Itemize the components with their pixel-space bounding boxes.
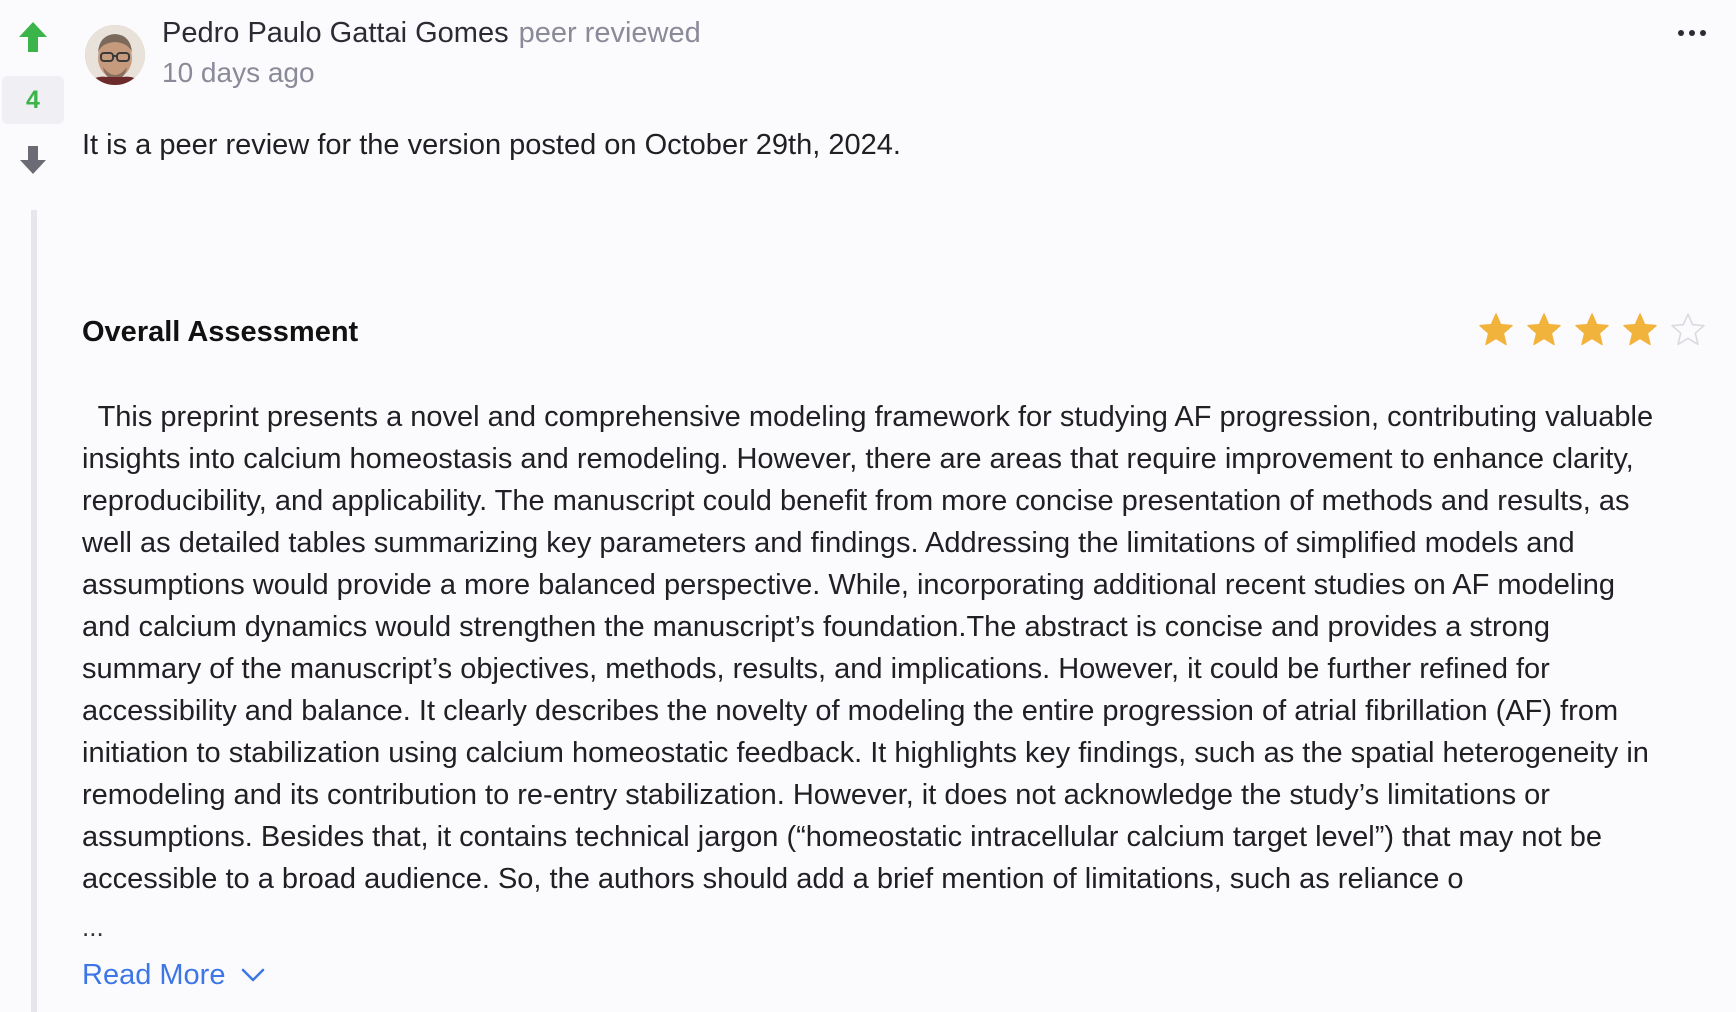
star-filled-icon[interactable] bbox=[1478, 312, 1514, 348]
thread-collapse-line[interactable] bbox=[31, 210, 37, 1012]
read-more-button[interactable] bbox=[82, 955, 265, 995]
downvote-button[interactable] bbox=[18, 144, 52, 178]
review-body-line: summary of the manuscript’s objectives, methods, results, and implications. However, it could be further refined for bbox=[82, 653, 1550, 685]
more-dot bbox=[1700, 30, 1706, 36]
review-body-line: assumptions. Besides that, it contains technical jargon (“homeostatic intracellular calcium target level”) that may not be bbox=[82, 821, 1602, 853]
peer-reviewed-badge: peer reviewed bbox=[518, 17, 701, 49]
author-name[interactable]: Pedro Paulo Gattai Gomes bbox=[162, 17, 509, 49]
review-body-line: This preprint presents a novel and comprehensive modeling framework for studying AF progression, contributing valuable bbox=[82, 401, 1654, 433]
vote-score: 4 bbox=[2, 76, 64, 124]
review-body-line: accessible to a broad audience. So, the authors should add a brief mention of limitations, such as reliance o bbox=[82, 863, 1464, 895]
review-body-line: initiation to stabilization using calcium homeostatic feedback. It highlights key findings, such as the spatial heterogeneity in bbox=[82, 737, 1649, 769]
arrow-down-icon bbox=[18, 144, 48, 176]
review-body bbox=[82, 396, 1722, 900]
timestamp: 10 days ago bbox=[162, 57, 315, 88]
star-rating bbox=[1478, 312, 1706, 352]
read-more-label: Read More bbox=[82, 959, 226, 991]
avatar[interactable] bbox=[85, 25, 145, 85]
more-horizontal-icon bbox=[1678, 30, 1684, 36]
section-title: Overall Assessment bbox=[82, 316, 359, 348]
arrow-up-icon bbox=[16, 20, 50, 54]
author-line bbox=[162, 14, 701, 52]
review-body-line: assumptions would provide a more balanced perspective. While, incorporating additional recent studies on AF modeling bbox=[82, 569, 1616, 601]
review-body-line: and calcium dynamics would strengthen the manuscript’s foundation.The abstract is concise and provides a strong bbox=[82, 611, 1550, 643]
review-body-line: insights into calcium homeostasis and remodeling. However, there are areas that require improvement to enhance clarity, bbox=[82, 443, 1634, 475]
review-intro: It is a peer review for the version posted on October 29th, 2024. bbox=[82, 129, 901, 161]
more-options-button[interactable] bbox=[1674, 18, 1722, 46]
star-empty-icon[interactable] bbox=[1670, 312, 1706, 348]
star-filled-icon[interactable] bbox=[1574, 312, 1610, 348]
truncation-ellipsis: ... bbox=[82, 912, 104, 942]
chevron-down-icon bbox=[241, 967, 265, 983]
review-body-line: reproducibility, and applicability. The manuscript could benefit from more concise presentation of methods and results, as bbox=[82, 485, 1630, 517]
review-body-line: remodeling and its contribution to re-entry stabilization. However, it does not acknowledge the study’s limitations or bbox=[82, 779, 1550, 811]
star-filled-icon[interactable] bbox=[1622, 312, 1658, 348]
star-filled-icon[interactable] bbox=[1526, 312, 1562, 348]
author-avatar-image bbox=[85, 25, 145, 85]
review-body-line: accessibility and balance. It clearly describes the novelty of modeling the entire progression of atrial fibrillation (AF) from bbox=[82, 695, 1619, 727]
more-dot bbox=[1689, 30, 1695, 36]
upvote-button[interactable] bbox=[16, 20, 50, 54]
review-body-line: well as detailed tables summarizing key parameters and findings. Addressing the limitations of simplified models and bbox=[82, 527, 1575, 559]
